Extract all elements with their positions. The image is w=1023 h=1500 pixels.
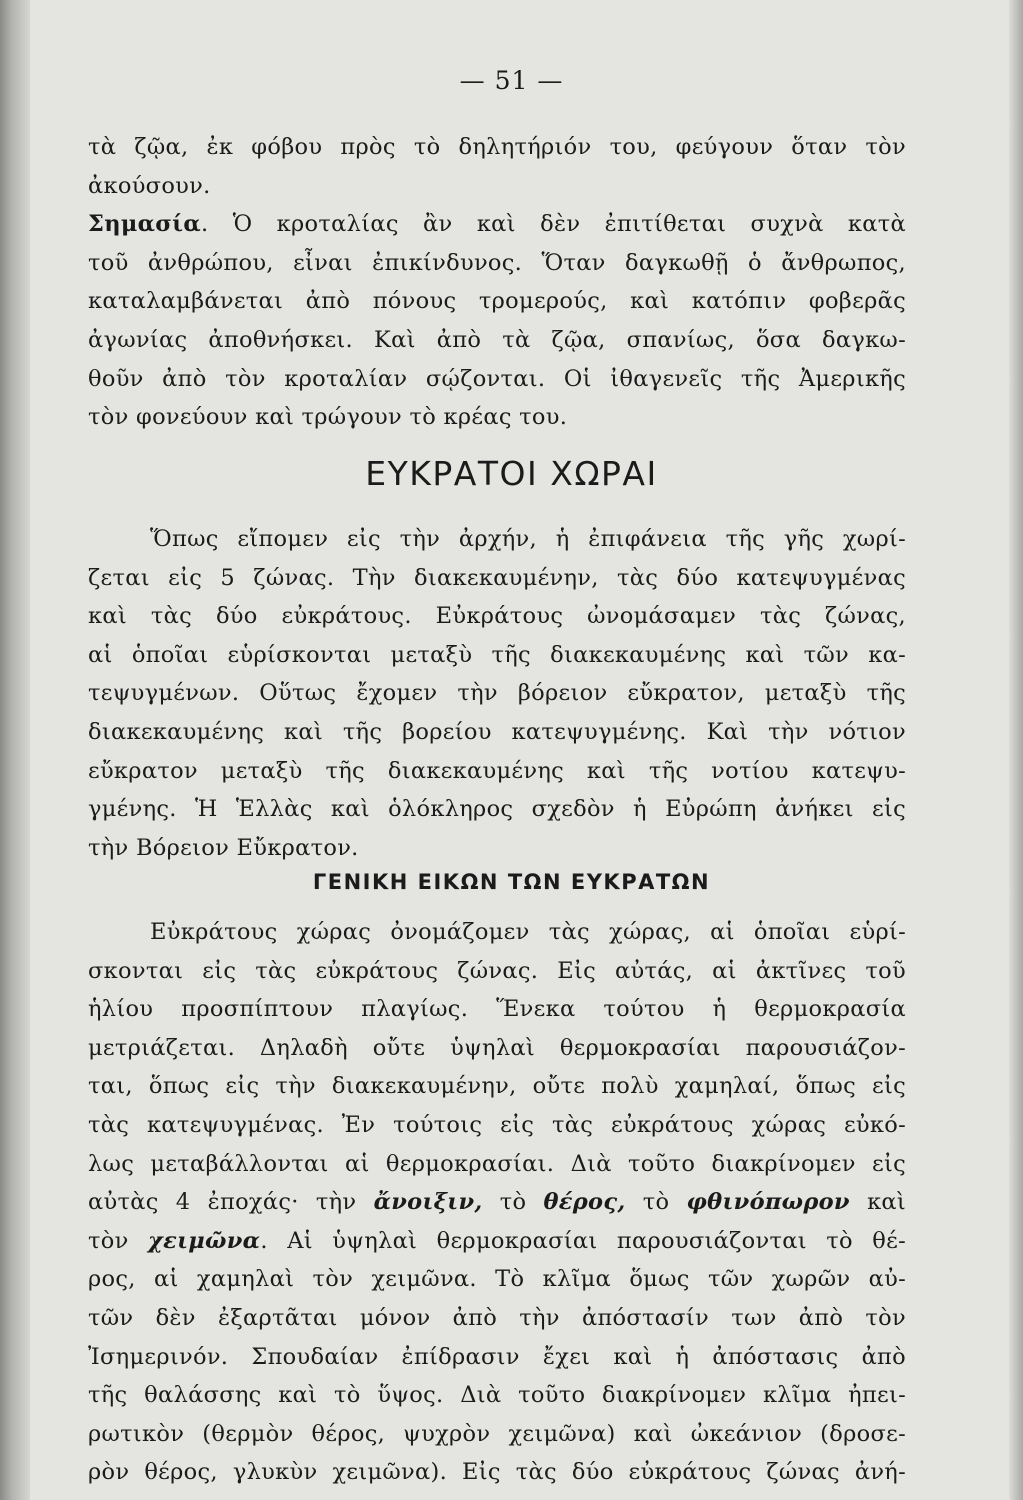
- text-line: ρὸν θέρος, γλυκὺν χειμῶνα). Εἰς τὰς δύο εὐκράτους ζώνας ἀνή-: [88, 1459, 906, 1486]
- seasons-line-pre: αὐτὰς 4 ἐποχάς· τὴν: [88, 1189, 357, 1216]
- text-line: ρος, αἱ χαμηλαὶ τὸν χειμῶνα. Τὸ κλῖμα ὅμως τῶν χωρῶν αὐ-: [88, 1266, 906, 1293]
- text-line: τὰς κατεψυγμένας. Ἐν τούτοις εἰς τὰς εὐκράτους χώρας εὐκό-: [88, 1111, 906, 1138]
- text-line: εὔκρατον μεταξὺ τῆς διακεκαυμένης καὶ τῆς νοτίου κατεψυ-: [88, 757, 906, 784]
- text-line: τὸν φονεύουν καὶ τρώγουν τὸ κρέας του.: [88, 404, 568, 431]
- text-line: Εὐκράτους χώρας ὀνομάζομεν τὰς χώρας, αἱ ὁποῖαι εὑρί-: [150, 919, 906, 945]
- season-summer: θέρος,: [543, 1189, 626, 1216]
- text-line: ζεται εἰς 5 ζώνας. Τὴν διακεκαυμένην, τὰς δύο κατεψυγμένας: [88, 564, 906, 591]
- text-line: θοῦν ἀπὸ τὸν κροταλίαν σῴζονται. Οἱ ἰθαγενεῖς τῆς Ἀμερικῆς: [88, 365, 906, 392]
- page-number: — 51 —: [459, 66, 564, 95]
- season-autumn: φθινόπωρον: [686, 1189, 850, 1216]
- text-line: αἱ ὁποῖαι εὑρίσκονται μεταξὺ τῆς διακεκαυμένης καὶ τῶν κα-: [88, 641, 906, 668]
- page-binding-shadow: [0, 0, 30, 1500]
- season-spring: ἄνοιξιν,: [373, 1189, 483, 1216]
- season-winter: χειμῶνα: [148, 1227, 261, 1254]
- note-label: Σημασία: [88, 211, 201, 238]
- text-line: ται, ὅπως εἰς τὴν διακεκαυμένην, οὔτε πολὺ χαμηλαί, ὅπως εἰς: [88, 1073, 906, 1100]
- text-line: τῆς θαλάσσης καὶ τὸ ὕψος. Διὰ τοῦτο διακρίνομεν κλῖμα ἠπει-: [88, 1382, 906, 1409]
- text-line: τὴν Βόρειον Εὔκρατον.: [88, 834, 359, 861]
- general-view-paragraph: [88, 913, 906, 1492]
- winter-line-post: . Αἱ ὑψηλαὶ θερμοκρασίαι παρουσιάζονται τὸ θέ-: [260, 1227, 906, 1254]
- text-line: τοῦ ἀνθρώπου, εἶναι ἐπικίνδυνος. Ὅταν δαγκωθῇ ὁ ἄνθρωπος,: [88, 249, 906, 276]
- seasons-line: [88, 1183, 906, 1222]
- text-line: σκονται εἰς τὰς εὐκράτους ζώνας. Εἰς αὐτάς, αἱ ἀκτῖνες τοῦ: [88, 957, 906, 984]
- seasons-line-mid1: τὸ: [499, 1189, 527, 1216]
- text-line: καταλαμβάνεται ἀπὸ πόνους τρομερούς, καὶ κατόπιν φοβερᾶς: [88, 288, 906, 315]
- temperate-zones-paragraph: [88, 520, 906, 867]
- text-line: ἀγωνίας ἀποθνήσκει. Καὶ ἀπὸ τὰ ζῷα, σπανίως, ὅσα δαγκω-: [88, 326, 906, 353]
- text-line: ἡλίου προσπίπτουν πλαγίως. Ἕνεκα τούτου ἡ θερμοκρασία: [88, 996, 906, 1023]
- seasons-line-mid2: τὸ: [642, 1189, 670, 1216]
- text-line: ρωτικὸν (θερμὸν θέρος, ψυχρὸν χειμῶνα) καὶ ὠκεάνιον (δροσε-: [88, 1420, 906, 1447]
- text-line: καὶ τὰς δύο εὐκράτους. Εὐκράτους ὠνομάσαμεν τὰς ζώνας,: [88, 603, 906, 630]
- note-first-line: [88, 205, 906, 244]
- text-line: τῶν δὲν ἐξαρτᾶται μόνον ἀπὸ τὴν ἀπόστασίν των ἀπὸ τὸν: [88, 1304, 906, 1331]
- text-line: διακεκαυμένης καὶ τῆς βορείου κατεψυγμένης. Καὶ τὴν νότιον: [88, 718, 906, 745]
- text-line: Ἰσημερινόν. Σπουδαίαν ἐπίδρασιν ἔχει καὶ ἡ ἀπόστασις ἀπὸ: [88, 1343, 906, 1370]
- text-line: τεψυγμένων. Οὕτως ἔχομεν τὴν βόρειον εὔκρατον, μεταξὺ τῆς: [88, 680, 906, 707]
- page-edge-shadow: [1009, 0, 1023, 1500]
- intro-paragraph: [88, 128, 906, 437]
- winter-line: [88, 1222, 906, 1261]
- text-line: μετριάζεται. Δηλαδὴ οὔτε ὑψηλαὶ θερμοκρασίαι παρουσιάζον-: [88, 1034, 906, 1061]
- text-line: ἀκούσουν.: [88, 172, 211, 199]
- winter-line-pre: τὸν: [88, 1227, 129, 1254]
- section-heading-temperate-zones: ΕΥΚΡΑΤΟΙ ΧΩΡΑΙ: [365, 454, 658, 493]
- seasons-line-post: καὶ: [867, 1189, 907, 1216]
- text-line: λως μεταβάλλονται αἱ θερμοκρασίαι. Διὰ τοῦτο διακρίνομεν εἰς: [88, 1150, 906, 1177]
- section-heading-general-view: ΓΕΝΙΚΗ ΕΙΚΩΝ ΤΩΝ ΕΥΚΡΑΤΩΝ: [312, 870, 711, 894]
- text-line: τὰ ζῷα, ἐκ φόβου πρὸς τὸ δηλητήριόν του, φεύγουν ὅταν τὸν: [88, 134, 906, 160]
- text-line: γμένης. Ἡ Ἑλλὰς καὶ ὁλόκληρος σχεδὸν ἡ Εὐρώπη ἀνήκει εἰς: [88, 796, 906, 823]
- note-first-line-text: . Ὁ κροταλίας ἂν καὶ δὲν ἐπιτίθεται συχνὰ κατὰ: [200, 211, 906, 238]
- text-line: Ὅπως εἴπομεν εἰς τὴν ἀρχήν, ἡ ἐπιφάνεια τῆς γῆς χωρί-: [150, 526, 906, 552]
